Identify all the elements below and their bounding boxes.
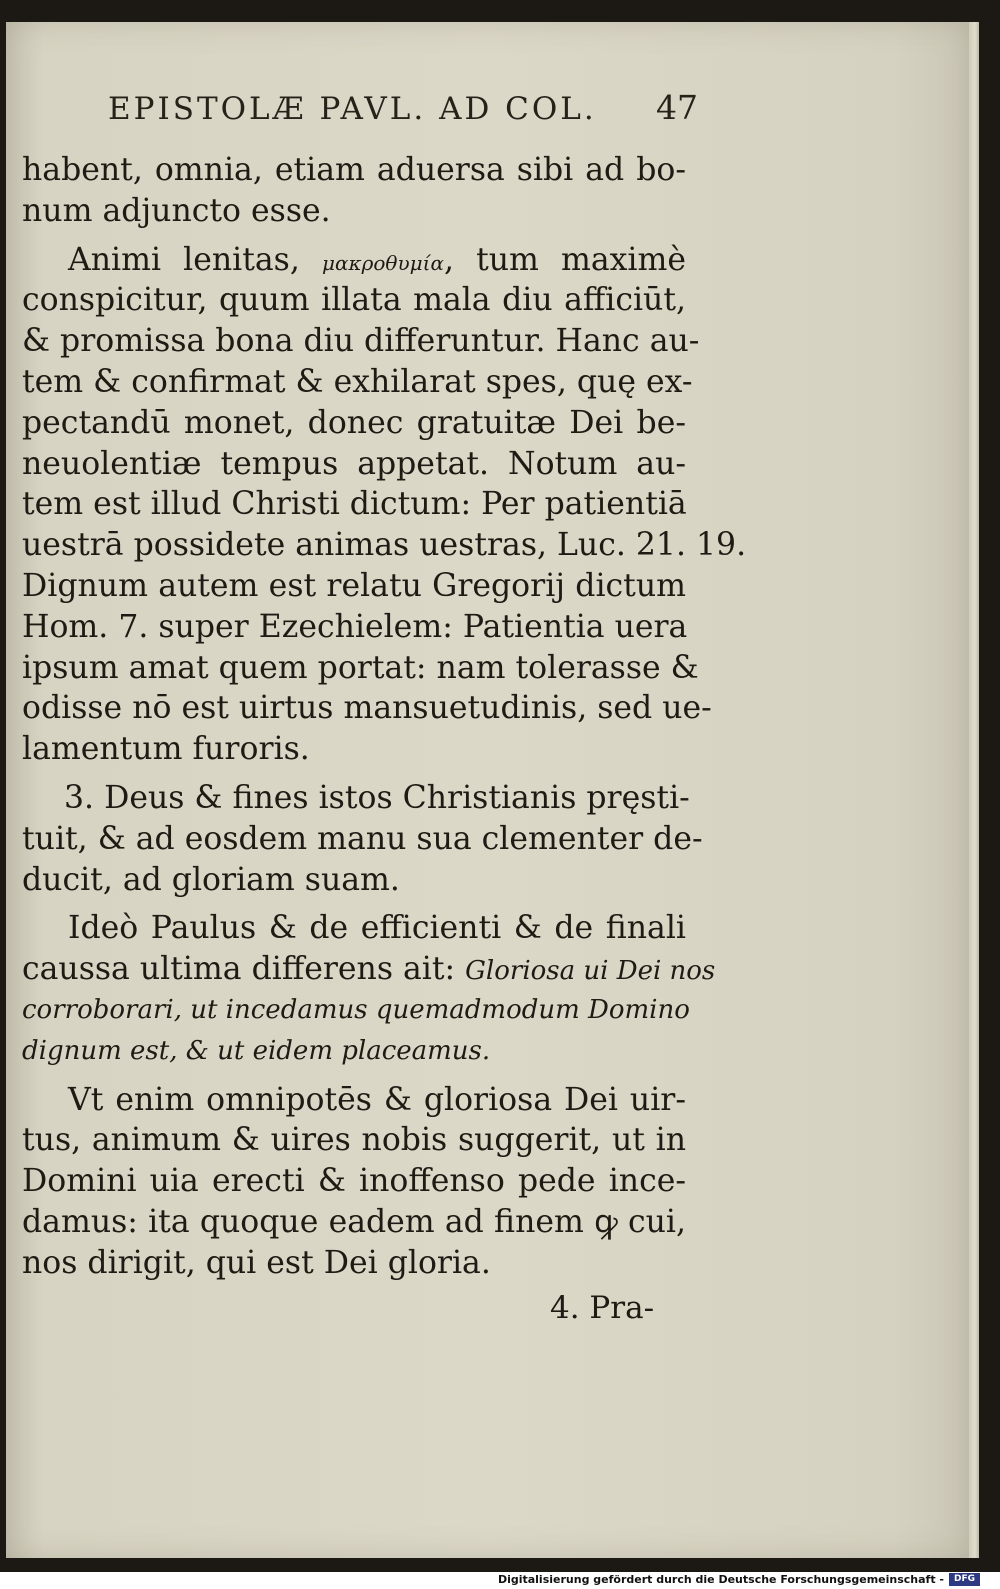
text-line: num adjuncto esse. [22, 192, 331, 229]
running-head-title: EPISTOLÆ PAVL. AD COL. [108, 91, 597, 127]
text-fragment: caussa ultima differens ait: [22, 951, 466, 988]
text-line: habent, omnia, etiam aduersa sibi ad bo- [22, 152, 686, 188]
text-line: neuolentiæ tempus appetat. Notum au- [22, 445, 686, 482]
text-line: Dignum autem est relatu Gregorij dictum [22, 567, 686, 604]
text-line: tus, animum & uires nobis suggerit, ut in [22, 1122, 686, 1159]
page-number: 47 [656, 88, 698, 127]
text-line: uestrā possidete animas uestras, Luc. 21. 19. [22, 527, 747, 564]
paragraph-gap [22, 770, 686, 778]
text-line: dignum est, & ut eidem placeamus. [22, 1035, 491, 1066]
text-line: conspicitur, quum illata mala diu afficiūt, [22, 282, 686, 319]
body-text [22, 150, 747, 1284]
text-line: ipsum amat quem portat: nam tolerasse & [22, 649, 699, 686]
text-line: lamentum furoris. [22, 731, 310, 768]
text-line [22, 240, 686, 281]
text-line: tem & confirmat & exhilarat spes, quę ex- [22, 363, 693, 400]
text-line: ducit, ad gloriam suam. [22, 861, 400, 898]
text-line: Domini uia erecti & inoffenso pede ince- [22, 1163, 686, 1200]
catchword: 4. Pra- [550, 1290, 655, 1326]
text-line: & promissa bona diu differuntur. Hanc au- [22, 323, 700, 360]
paragraph-gap [22, 900, 686, 908]
text-line: 3. Deus & fines istos Christianis pręsti- [64, 779, 690, 816]
text-line: Vt enim omnipotēs & gloriosa Dei uir- [68, 1081, 686, 1118]
funding-credit: Digitalisierung gefördert durch die Deutsche Forschungsgemeinschaft - [497, 1573, 944, 1586]
dfg-logo: DFG [949, 1573, 980, 1586]
italic-quote: Gloriosa ui Dei nos [465, 956, 716, 987]
text-line: nos dirigit, qui est Dei gloria. [22, 1244, 491, 1281]
text-fragment: , tum maximè [443, 241, 687, 278]
text-line: tuit, & ad eosdem manu sua clementer de- [22, 820, 703, 857]
text-fragment: Animi lenitas, [68, 241, 322, 278]
page-edge [969, 22, 979, 1558]
text-line: pectandū monet, donec gratuitæ Dei be- [22, 404, 686, 441]
greek-word: μακροθυμία [321, 250, 444, 275]
footer-bar [0, 1572, 1000, 1589]
text-line: odisse nō est uirtus mansuetudinis, sed ue- [22, 690, 712, 727]
text-line: damus: ita quoque eadem ad finem ꝙ cui, [22, 1203, 686, 1240]
text-line: tem est illud Christi dictum: Per patientiā [22, 486, 687, 523]
text-line: Ideò Paulus & de efficienti & de finali [68, 910, 686, 947]
paragraph-gap [22, 1072, 686, 1080]
running-head [108, 88, 698, 127]
text-line [22, 949, 716, 990]
text-line: Hom. 7. super Ezechielem: Patientia uera [22, 608, 688, 645]
paragraph-gap [22, 232, 686, 240]
text-line: corroborari, ut incedamus quemadmodum Domino [22, 994, 690, 1025]
